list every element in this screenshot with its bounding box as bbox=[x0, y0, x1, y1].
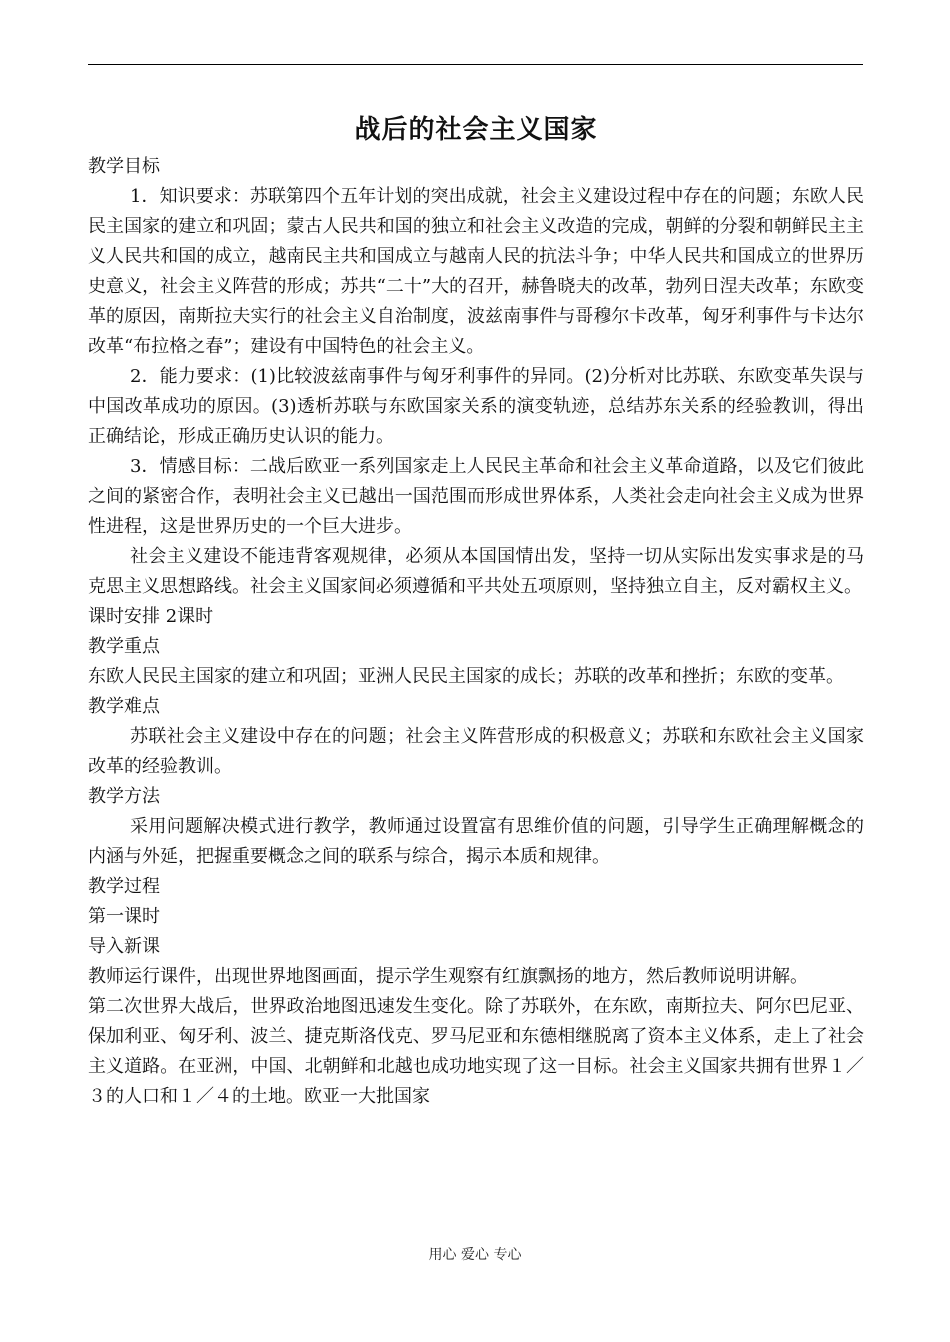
document-page bbox=[88, 112, 864, 1112]
history-paragraph: 第二次世界大战后，世界政治地图迅速发生变化。除了苏联外，在东欧，南斯拉夫、阿尔巴尼亚、保加利亚、匈牙利、波兰、捷克斯洛伐克、罗马尼亚和东德相继脱离了资本主义体系，走上了社会主义道路。在亚洲，中国、北朝鲜和北越也成功地实现了这一目标。社会主义国家共拥有世界１／３的人口和１／４的土地。欧亚一大批国家 bbox=[88, 996, 864, 1107]
schedule-line: 课时安排 2课时 bbox=[88, 606, 214, 627]
difficulties-paragraph: 苏联社会主义建设中存在的问题；社会主义阵营形成的积极意义；苏联和东欧社会主义国家改革的经验教训。 bbox=[88, 726, 864, 777]
goal-ability-paragraph: 2．能力要求：(1)比较波兹南事件与匈牙利事件的异同。(2)分析对比苏联、东欧变革失误与中国改革成功的原因。(3)透析苏联与东欧国家关系的演变轨迹，总结苏东关系的经验教训，得出正确结论，形成正确历史认识的能力。 bbox=[88, 366, 864, 447]
lesson-one-heading: 第一课时 bbox=[88, 906, 160, 927]
section-heading-key-points: 教学重点 bbox=[88, 636, 160, 657]
document-title: 战后的社会主义国家 bbox=[354, 115, 598, 145]
goal-emotion-paragraph: 3．情感目标：二战后欧亚一系列国家走上人民民主革命和社会主义革命道路，以及它们彼此之间的紧密合作，表明社会主义已越出一国范围而形成世界体系，人类社会走向社会主义成为世界性进程，这是世界历史的一个巨大进步。 bbox=[88, 456, 864, 537]
key-points-paragraph: 东欧人民民主国家的建立和巩固；亚洲人民民主国家的成长；苏联的改革和挫折；东欧的变革。 bbox=[88, 666, 844, 687]
section-heading-process: 教学过程 bbox=[88, 876, 160, 897]
method-paragraph: 采用问题解决模式进行教学，教师通过设置富有思维价值的问题，引导学生正确理解概念的内涵与外延，把握重要概念之间的联系与综合，揭示本质和规律。 bbox=[88, 816, 864, 867]
section-heading-difficulties: 教学难点 bbox=[88, 696, 160, 717]
intro-paragraph: 教师运行课件，出现世界地图画面，提示学生观察有红旗飘扬的地方，然后教师说明讲解。 bbox=[88, 966, 808, 987]
header-rule bbox=[88, 64, 863, 65]
goal-emotion-continuation: 社会主义建设不能违背客观规律，必须从本国国情出发，坚持一切从实际出发实事求是的马克思主义思想路线。社会主义国家间必须遵循和平共处五项原则，坚持独立自主，反对霸权主义。 bbox=[88, 546, 864, 597]
intro-heading: 导入新课 bbox=[88, 936, 160, 957]
section-heading-goals: 教学目标 bbox=[88, 156, 160, 177]
page-footer: 用心 爱心 专心 bbox=[428, 1247, 522, 1263]
section-heading-method: 教学方法 bbox=[88, 786, 160, 807]
goal-knowledge-paragraph: 1．知识要求：苏联第四个五年计划的突出成就，社会主义建设过程中存在的问题；东欧人民民主国家的建立和巩固；蒙古人民共和国的独立和社会主义改造的完成，朝鲜的分裂和朝鲜民主主义人民共和国的成立，越南民主共和国成立与越南人民的抗法斗争；中华人民共和国成立的世界历史意义，社会主义阵营的形成；苏共“二十”大的召开，赫鲁晓夫的改革，勃列日涅夫改革；东欧变革的原因，南斯拉夫实行的社会主义自治制度，波兹南事件与哥穆尔卡改革，匈牙利事件与卡达尔改革“布拉格之春”；建设有中国特色的社会主义。 bbox=[88, 186, 864, 357]
